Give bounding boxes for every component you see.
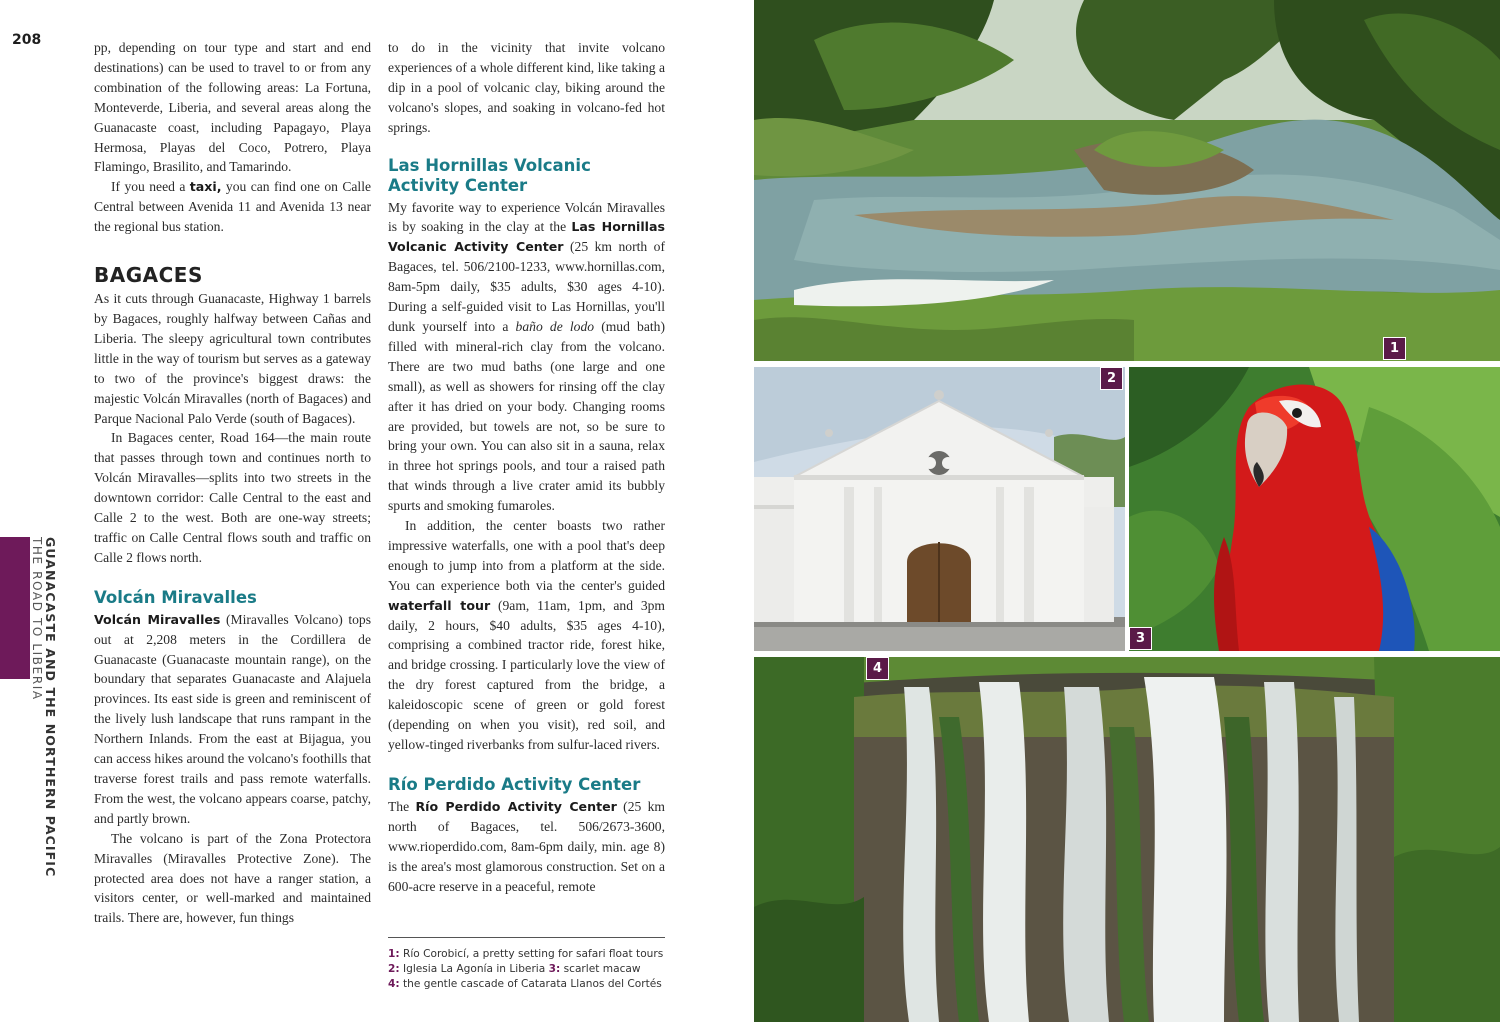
page-number: 208	[12, 32, 42, 48]
bold-term-waterfall-tour: waterfall tour	[388, 597, 491, 613]
bold-term-taxi: taxi,	[189, 179, 222, 195]
side-section-title: THE ROAD TO LIBERIA	[30, 537, 44, 701]
side-running-head	[30, 537, 66, 878]
photo-badge-2: 2	[1100, 367, 1123, 390]
caption-1	[388, 947, 665, 962]
photo-badge-3: 3	[1129, 627, 1152, 650]
photo-church	[754, 367, 1125, 651]
chapter-color-tab	[0, 537, 30, 679]
paragraph: to do in the vicinity that invite volcano experiences of a whole different kind, like taking a dip in a pool of volcanic clay, biking around the volcano's slopes, and soaking in volcano-fed hot springs.	[388, 40, 665, 135]
text-run: (Miravalles Volcano) tops out at 2,208 meters in the Cordillera de Guanacaste (Guanacaste mountain range), on the boundary that separates Guanacaste and Alajuela provinces. Its east side is green and reminiscent of the lively lush landscape that runs rampant in the Northern Inlands. From the east at Bijagua, you can access hikes around the volcano's foothills that traverse forest trails and pass remote waterfalls. From the west, the volcano appears coarse, patchy, and partly brown.	[94, 611, 371, 826]
text-run: My favorite way to experience Volcán Miravalles is by soaking in the clay at the	[388, 199, 665, 235]
caption-text: the gentle cascade of Catarata Llanos del Cortés	[399, 978, 662, 990]
photo-waterfall	[754, 657, 1500, 1022]
heading-bagaces: BAGACES	[94, 263, 203, 288]
caption-number: 2:	[388, 963, 400, 975]
photo-river	[754, 0, 1500, 361]
text-column-1	[94, 38, 371, 928]
caption-text: scarlet macaw	[560, 963, 641, 975]
text-run: (9am, 11am, 1pm, and 3pm daily, 2 hours, $40 adults, $35 ages 4-10), comprising a combined tractor ride, forest hike, and bridge crossing. I particularly love the view of the dry forest captured from the bridge, a kaleidoscopic scene of green or gold forest (depending on when you visit), red soil, and yellow-tinged riverbanks from sulfur-laced rivers.	[388, 597, 666, 752]
text-column-2	[388, 38, 665, 896]
heading-rio-perdido: Río Perdido Activity Center	[388, 774, 641, 794]
photo-badge-1: 1	[1383, 337, 1406, 360]
italic-term: baño de lodo	[515, 318, 595, 334]
bold-term-hornillas: Las Hornillas Volcanic Activity Center	[388, 219, 665, 255]
paragraph: As it cuts through Guanacaste, Highway 1 barrels by Bagaces, roughly halfway between Cañas and Liberia. The sleepy agricultural town contributes little in the way of tourism but serves as a gateway to two of the province's biggest draws: the majestic Volcán Miravalles (north of Bagaces) and Parque Nacional Palo Verde (south of Bagaces).	[94, 291, 371, 426]
photo-captions	[388, 937, 665, 992]
caption-text: Río Corobicí, a pretty setting for safari float tours	[399, 948, 664, 960]
caption-number: 1:	[388, 948, 400, 960]
photo-badge-4: 4	[866, 657, 889, 680]
caption-2-3	[388, 962, 665, 977]
bold-term-rio-perdido: Río Perdido Activity Center	[415, 798, 617, 814]
text-run: you can find one on Calle Central between Avenida 11 and Avenida 13 near the regional bus station.	[94, 179, 372, 235]
caption-4	[388, 977, 665, 992]
text-run: The	[388, 798, 416, 814]
paragraph-rio-perdido	[388, 797, 665, 897]
caption-text: Iglesia La Agonía in Liberia	[399, 963, 549, 975]
text-run: In addition, the center boasts two rather impressive waterfalls, one with a pool that's deep enough to jump into from a platform at the side. You can experience both via the center's guided	[388, 518, 665, 593]
paragraph-hornillas	[388, 198, 665, 517]
heading-las-hornillas: Las Hornillas Volcanic Activity Center	[388, 155, 591, 195]
caption-number: 3:	[548, 963, 561, 975]
paragraph-waterfall	[388, 516, 665, 755]
text-run: (25 km north of Bagaces, tel. 506/2673-3600, www.rioperdido.com, 8am-6pm daily, min. age 8) is the area's most glamorous construction. Set on a 600-acre reserve in a peaceful, remote	[388, 798, 665, 894]
bold-term-miravalles: Volcán Miravalles	[94, 611, 221, 627]
text-run: (25 km north of Bagaces, tel. 506/2100-1233, www.hornillas.com, 8am-5pm daily, $35 adults, $30 ages 4-10). During a self-guided visit to Las Hornillas, you'll dunk yourself into a	[388, 239, 665, 334]
heading-volcan-miravalles: Volcán Miravalles	[94, 587, 257, 607]
paragraph-miravalles	[94, 610, 371, 829]
caption-number: 4:	[388, 978, 400, 990]
text-run: (mud bath) filled with mineral-rich clay from the volcano. There are two mud baths (one large and one small), as well as showers for rinsing off the clay after it has dried on your body. Changing rooms are provided, but towels are not, so be sure to bring your own. You can also sit in a sauna, relax in three hot springs pools, and tour a raised path that winds through a live crater amid its bubbly spurts and smoking fumaroles.	[388, 318, 665, 514]
text-run: If you need a	[111, 179, 190, 195]
photo-macaw	[1129, 367, 1500, 651]
paragraph-taxi	[94, 177, 371, 237]
paragraph: The volcano is part of the Zona Protectora Miravalles (Miravalles Protective Zone). The protected area does not have a ranger station, a visitors center, or well-marked and maintained trails. There are, however, fun things	[94, 830, 371, 926]
paragraph: In Bagaces center, Road 164—the main route that passes through town and continues north to Volcán Miravalles—splits into two streets in the downtown corridor: Calle Central to the east and Calle 2 to the west. Both are one-way streets; traffic on Calle Central flows south and traffic on Calle 2 flows north.	[94, 430, 371, 565]
side-chapter-title: GUANACASTE AND THE NORTHERN PACIFIC	[43, 537, 58, 878]
paragraph: pp, depending on tour type and start and end destinations) can be used to travel to or from any combination of the following areas: La Fortuna, Monteverde, Liberia, and several areas along the Guanacaste coast, including Papagayo, Playa Hermosa, Playas del Coco, Potrero, Playa Flamingo, Brasilito, and Tamarindo.	[94, 40, 371, 175]
